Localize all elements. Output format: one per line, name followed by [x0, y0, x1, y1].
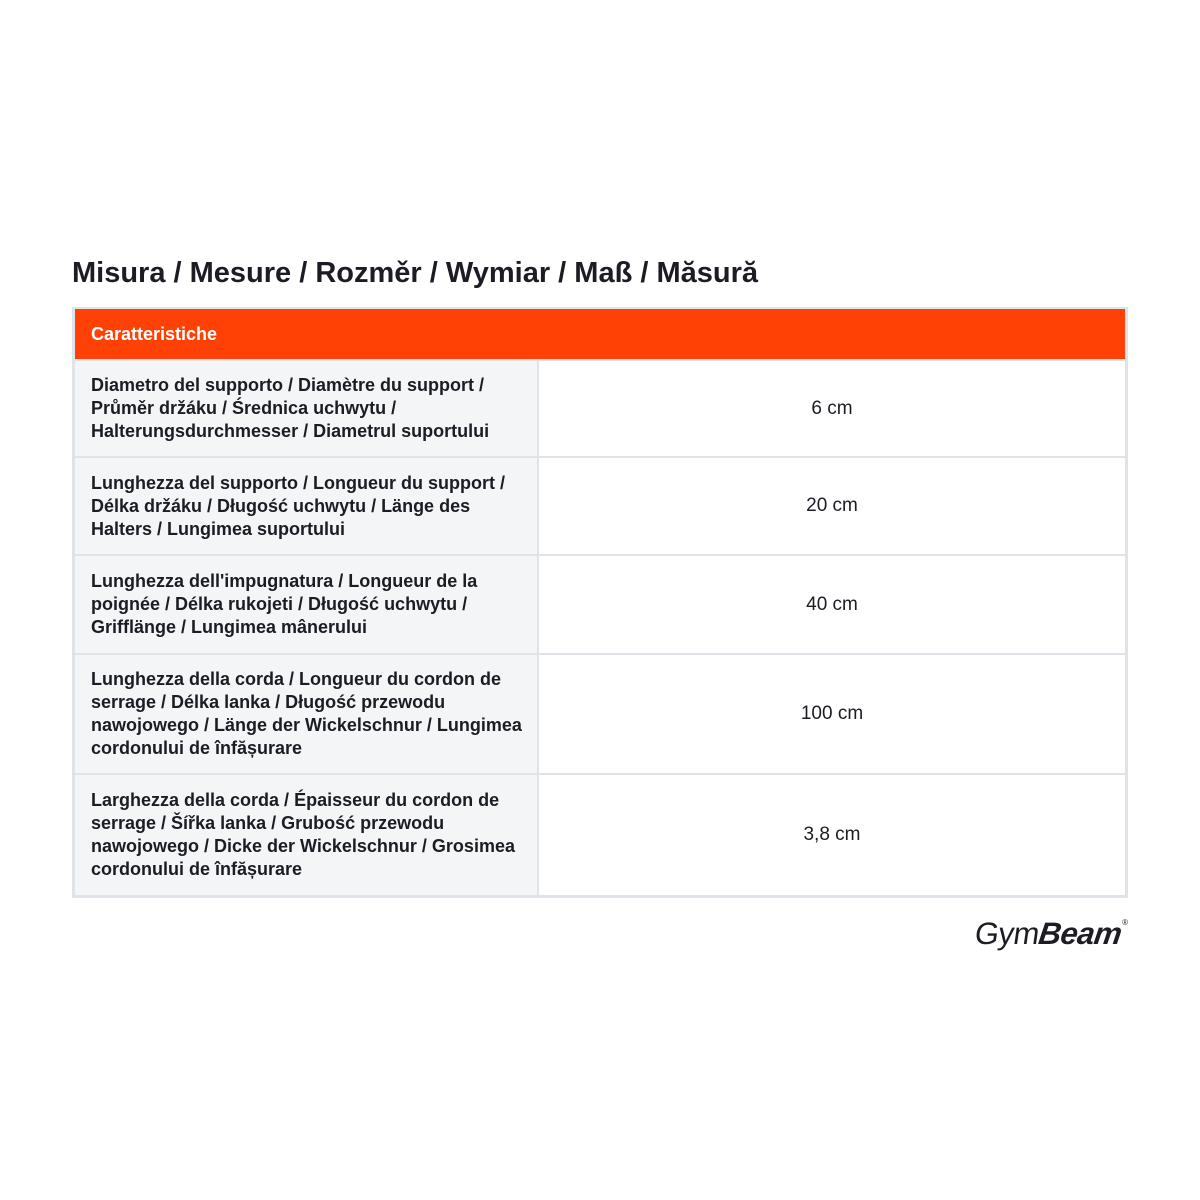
- table-row: [75, 360, 1125, 457]
- row-value: 20 cm: [538, 457, 1125, 555]
- row-label: Larghezza della corda / Épaisseur du cordon de serrage / Šířka lanka / Grubość przewodu nawojowego / Dicke der Wickelschnur / Grosimea cordonului de înfășurare: [75, 774, 538, 895]
- table-header-row: [75, 309, 1125, 360]
- row-value: 100 cm: [538, 654, 1125, 774]
- table-row: [75, 774, 1125, 895]
- logo-part-gym: Gym: [972, 916, 1042, 951]
- row-label: Lunghezza della corda / Longueur du cordon de serrage / Délka lanka / Długość przewodu nawojowego / Länge der Wickelschnur / Lungimea cordonului de înfășurare: [75, 654, 538, 774]
- table-row: [75, 457, 1125, 555]
- gymbeam-logo: [972, 914, 1128, 954]
- row-label: Diametro del supporto / Diamètre du support / Průměr držáku / Średnica uchwytu / Halterungsdurchmesser / Diametrul suportului: [75, 360, 538, 457]
- table-header: Caratteristiche: [75, 309, 1125, 360]
- row-value: 3,8 cm: [538, 774, 1125, 895]
- row-label: Lunghezza dell'impugnatura / Longueur de la poignée / Délka rukojeti / Długość uchwytu / Grifflänge / Lungimea mânerului: [75, 555, 538, 654]
- table-row: [75, 555, 1125, 654]
- logo-part-beam: Beam: [1036, 916, 1124, 951]
- page-title: Misura / Mesure / Rozměr / Wymiar / Maß / Măsură: [72, 257, 759, 289]
- registered-mark: ®: [1122, 918, 1128, 927]
- logo-wordmark: [972, 914, 1124, 954]
- table-row: [75, 654, 1125, 774]
- row-value: 6 cm: [538, 360, 1125, 457]
- spec-table: [72, 307, 1128, 898]
- row-value: 40 cm: [538, 555, 1125, 654]
- spec-table-grid: [75, 309, 1125, 895]
- row-label: Lunghezza del supporto / Longueur du support / Délka držáku / Długość uchwytu / Länge des Halters / Lungimea suportului: [75, 457, 538, 555]
